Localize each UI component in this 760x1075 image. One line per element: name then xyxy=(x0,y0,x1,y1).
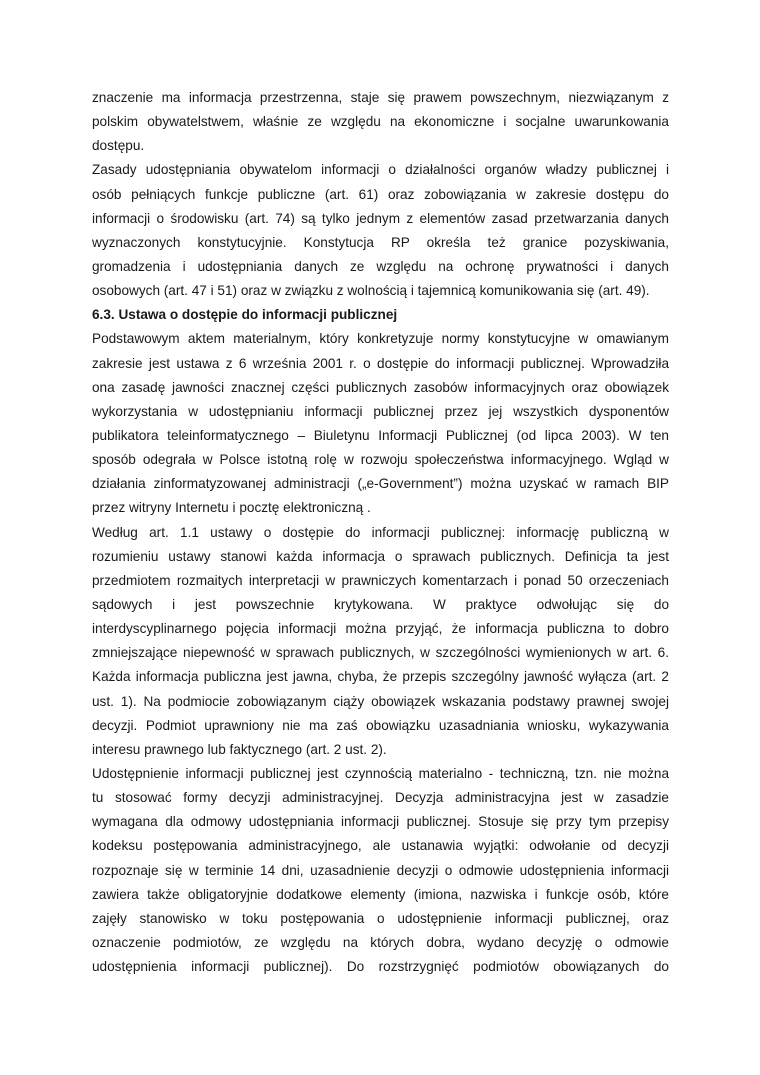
text-line: sądowych i jest powszechnie krytykowana. W praktyce odwołując się do xyxy=(92,596,669,612)
text-line: wykorzystania w udostępnianiu informacji publicznej przez jej wszystkich dysponentów xyxy=(92,403,669,419)
text-line: sposób odegrała w Polsce istotną rolę w rozwoju społeczeństwa informacyjnego. Wgląd w xyxy=(92,452,669,468)
text-line: udostępnienia informacji publicznej). Do rozstrzygnięć podmiotów obowiązanych do xyxy=(92,959,669,975)
text-line: zajęły stanowisko w toku postępowania o udostępnienie informacji publicznej, oraz xyxy=(92,910,669,926)
text-line: tu stosować formy decyzji administracyjnej. Decyzja administracyjna jest w zasadzie xyxy=(92,790,669,806)
text-line: rozumieniu ustawy stanowi każda informacja o sprawach publicznych. Definicja ta jest xyxy=(92,548,669,564)
text-line: interesu prawnego lub faktycznego (art. 2 ust. 2). xyxy=(92,741,387,757)
text-line: dostępu. xyxy=(92,138,145,154)
text-line: decyzji. Podmiot uprawniony nie ma zaś obowiązku uzasadniania wniosku, wykazywania xyxy=(92,717,669,733)
section-heading: 6.3. Ustawa o dostępie do informacji publicznej xyxy=(92,307,398,323)
text-line: Według art. 1.1 ustawy o dostępie do informacji publicznej: informację publiczną w xyxy=(92,524,669,540)
text-line: Podstawowym aktem materialnym, który konkretyzuje normy konstytucyjne w omawianym xyxy=(92,331,669,347)
text-line: zmniejszające niepewność w sprawach publicznych, w szczególności wymienionych w art. 6. xyxy=(92,645,669,661)
text-line: interdyscyplinarnego pojęcia informacji można przyjąć, że informacja publiczna to dobro xyxy=(92,621,669,637)
text-line: znaczenie ma informacja przestrzenna, staje się prawem powszechnym, niezwiązanym z xyxy=(92,90,669,105)
text-line: rozpoznaje się w terminie 14 dni, uzasadnienie decyzji o odmowie udostępnienia informacji xyxy=(92,862,669,878)
text-line: przedmiotem rozmaitych interpretacji w prawniczych komentarzach i ponad 50 orzeczeniach xyxy=(92,572,669,588)
text-line: ona zasadę jawności znacznej części publicznych zasobów informacyjnych oraz obowiązek xyxy=(92,379,669,395)
text-line: oznaczenie podmiotów, ze względu na których dobra, wydano decyzję o odmowie xyxy=(92,934,669,950)
text-line: osobowych (art. 47 i 51) oraz w związku z wolnością i tajemnicą komunikowania się (art. 49). xyxy=(92,283,650,299)
text-line: wymagana dla odmowy udostępniania informacji publicznej. Stosuje się przy tym przepisy xyxy=(92,814,669,830)
text-line: kodeksu postępowania administracyjnego, ale ustanawia wyjątki: odwołanie od decyzji xyxy=(92,838,669,854)
text-line: polskim obywatelstwem, właśnie ze względu na ekonomiczne i socjalne uwarunkowania xyxy=(92,114,669,130)
text-line: informacji o środowisku (art. 74) są tylko jednym z elementów zasad przetwarzania danych xyxy=(92,210,669,226)
text-line: Zasady udostępniania obywatelom informacji o działalności organów władzy publicznej i xyxy=(92,162,669,178)
text-line: działania zinformatyzowanej administracji („e-Government”) można uzyskać w ramach BIP xyxy=(92,476,669,492)
text-line: osób pełniących funkcje publiczne (art. 61) oraz zobowiązania w zakresie dostępu do xyxy=(92,186,669,202)
text-line: publikatora teleinformatycznego – Biuletynu Informacji Publicznej (od lipca 2003). W ten xyxy=(92,427,669,443)
text-line: Każda informacja publiczna jest jawna, chyba, że przepis szczególny jawność wyłącza (art. 2 xyxy=(92,669,669,685)
document-body xyxy=(92,86,669,979)
text-line: zawiera także obligatoryjnie dodatkowe elementy (imiona, nazwiska i funkcje osób, które xyxy=(92,886,669,902)
text-line: wyznaczonych konstytucyjnie. Konstytucja RP określa też granice pozyskiwania, xyxy=(92,234,669,250)
text-line: przez witryny Internetu i pocztę elektroniczną . xyxy=(92,500,371,516)
text-line: gromadzenia i udostępniania danych ze względu na ochronę prywatności i danych xyxy=(92,258,669,274)
text-line: ust. 1). Na podmiocie zobowiązanym ciąży obowiązek wskazania podstawy prawnej swojej xyxy=(92,693,669,709)
text-line: Udostępnienie informacji publicznej jest czynnością materialno - techniczną, tzn. nie można xyxy=(92,765,669,781)
text-line: zakresie jest ustawa z 6 września 2001 r. o dostępie do informacji publicznej. Wprowadziła xyxy=(92,355,669,371)
